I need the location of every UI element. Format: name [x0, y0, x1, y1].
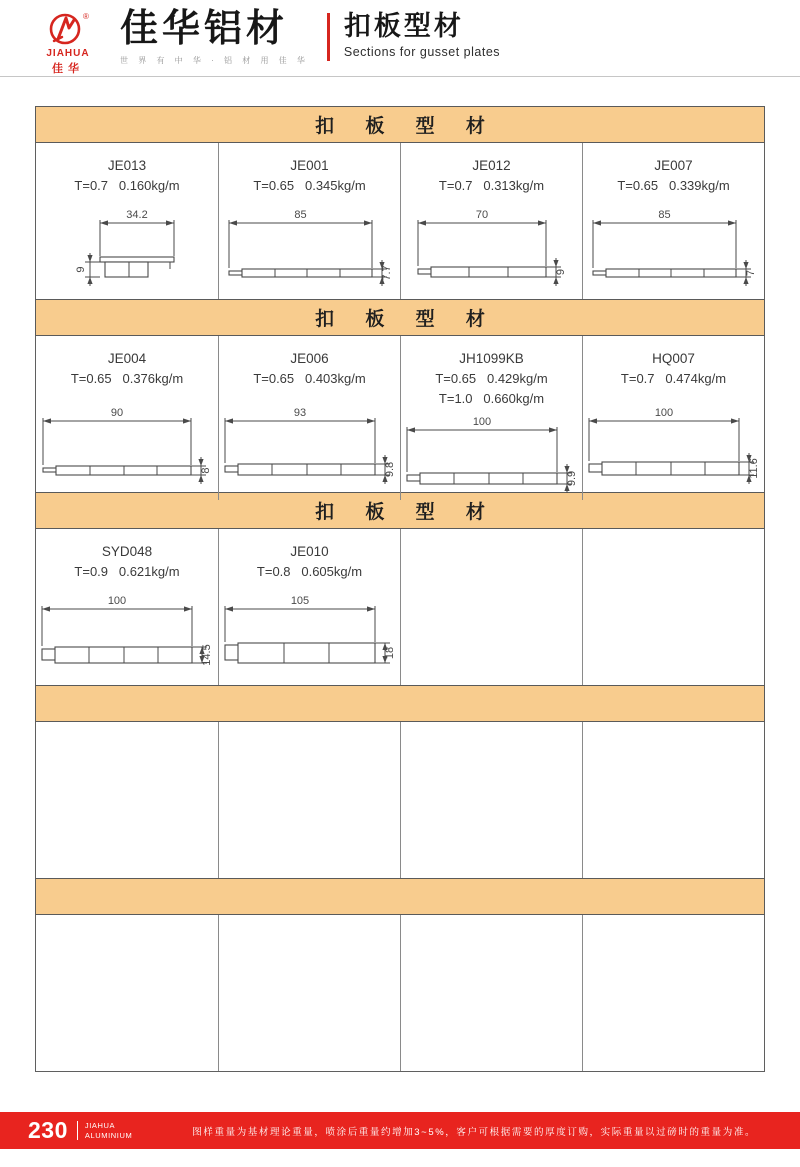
- svg-text:9: 9: [554, 269, 567, 276]
- empty-cell: [582, 529, 764, 685]
- svg-text:90: 90: [110, 406, 124, 419]
- svg-text:70: 70: [475, 209, 488, 222]
- registered-mark-icon: ®: [83, 12, 89, 21]
- section-header: [35, 685, 765, 722]
- table-section: [35, 878, 765, 1071]
- profile-drawing: [219, 196, 400, 299]
- profile-drawing: [219, 582, 400, 685]
- section-row: [35, 336, 765, 492]
- profile-spec: T=0.65 0.345kg/m: [253, 178, 366, 194]
- page-footer: [0, 1112, 800, 1149]
- profile-spec: T=0.65 0.429kg/m: [435, 371, 548, 387]
- svg-text:18: 18: [383, 647, 396, 660]
- profile-spec: T=0.65 0.403kg/m: [253, 371, 366, 387]
- profile-spec: T=1.0 0.660kg/m: [438, 390, 545, 406]
- empty-cell: [582, 722, 764, 878]
- section-row: [35, 529, 765, 685]
- svg-text:100: 100: [107, 595, 127, 608]
- page-title-block: [344, 10, 500, 59]
- profile-model: HQ007: [652, 351, 695, 366]
- svg-text:9: 9: [75, 266, 87, 273]
- section-row: [35, 915, 765, 1071]
- profile-drawing: [36, 196, 218, 299]
- svg-text:105: 105: [290, 595, 309, 608]
- profile-cell: [36, 529, 218, 685]
- header-rule: [0, 76, 800, 77]
- svg-text:9.9: 9.9: [565, 471, 578, 487]
- svg-text:8: 8: [200, 466, 212, 474]
- profile-cell: [36, 336, 218, 500]
- empty-cell: [36, 722, 218, 878]
- profile-drawing: [583, 196, 764, 299]
- header-red-divider: [327, 13, 330, 61]
- profile-cell: [400, 143, 582, 299]
- profile-drawing: [401, 196, 582, 299]
- jiahua-logo: [26, 10, 110, 76]
- svg-text:100: 100: [472, 416, 491, 429]
- page-number: 230: [28, 1117, 68, 1143]
- page-subtitle: Sections for gusset plates: [343, 44, 501, 59]
- profile-model: JE013: [107, 158, 147, 173]
- logo-text-en: JIAHUA: [46, 48, 90, 59]
- profile-model: JE007: [654, 158, 693, 173]
- profile-spec: T=0.7 0.160kg/m: [74, 178, 180, 194]
- section-header: 扣 板 型 材: [35, 492, 765, 529]
- footer-brand-line1: JIAHUA: [84, 1121, 116, 1131]
- table-section: [35, 299, 765, 492]
- svg-text:34.2: 34.2: [126, 209, 148, 222]
- empty-cell: [400, 722, 582, 878]
- profile-cell: [218, 336, 400, 500]
- section-row: [35, 722, 765, 878]
- brand-block: [120, 10, 309, 66]
- page-title: 扣板型材: [343, 11, 464, 41]
- empty-cell: [218, 915, 400, 1071]
- footer-note: 图样重量为基材理论重量，喷涂后重量约增加3~5%，客户可根据需要的厚度订购，实际重量以过磅时的重量为准。: [192, 1126, 757, 1138]
- profile-model: JH1099KB: [459, 351, 524, 366]
- company-name: 佳华铝材: [120, 8, 289, 50]
- empty-cell: [36, 915, 218, 1071]
- profile-drawing: [36, 389, 218, 501]
- empty-cell: [400, 529, 582, 685]
- table-section: [35, 492, 765, 685]
- svg-text:85: 85: [657, 209, 671, 222]
- svg-text:7: 7: [744, 270, 757, 277]
- section-header: 扣 板 型 材: [35, 299, 765, 336]
- svg-text:14.5: 14.5: [201, 644, 213, 667]
- profile-model: JE006: [290, 351, 329, 366]
- profile-drawing: [401, 408, 582, 500]
- section-header: [35, 878, 765, 915]
- table-section: [35, 685, 765, 878]
- empty-cell: [582, 915, 764, 1071]
- profile-spec: T=0.65 0.376kg/m: [70, 371, 184, 387]
- footer-brand: [77, 1121, 133, 1140]
- profile-model: SYD048: [101, 544, 153, 559]
- svg-text:7.7: 7.7: [380, 265, 393, 282]
- svg-text:93: 93: [293, 406, 306, 419]
- profile-cell: [218, 529, 400, 685]
- profile-cell: [582, 143, 764, 299]
- logo-text-cn: 佳华: [52, 63, 84, 75]
- profile-spec: T=0.7 0.474kg/m: [620, 371, 727, 387]
- profile-drawing: [36, 582, 218, 685]
- profile-spec: T=0.7 0.313kg/m: [438, 178, 545, 194]
- section-row: [35, 143, 765, 299]
- jiahua-logo-icon: [26, 10, 110, 50]
- footer-brand-line2: ALUMINIUM: [84, 1130, 133, 1140]
- profile-spec: T=0.65 0.339kg/m: [617, 178, 730, 194]
- profile-cell: [36, 143, 218, 299]
- company-tagline: 世 界 有 中 华 · 铝 材 用 佳 华: [120, 55, 309, 65]
- profile-model: JE001: [290, 158, 329, 173]
- svg-text:100: 100: [654, 406, 673, 419]
- svg-text:9.8: 9.8: [383, 461, 396, 477]
- profile-table: [35, 106, 765, 1072]
- profile-cell: [400, 336, 582, 500]
- empty-cell: [218, 722, 400, 878]
- table-section: [35, 106, 765, 299]
- profile-drawing: [219, 389, 400, 501]
- profile-model: JE004: [107, 351, 147, 366]
- svg-text:85: 85: [293, 209, 307, 222]
- section-header: 扣 板 型 材: [35, 106, 765, 143]
- profile-spec: T=0.9 0.621kg/m: [74, 564, 180, 580]
- profile-cell: [218, 143, 400, 299]
- profile-spec: T=0.8 0.605kg/m: [256, 564, 363, 580]
- profile-drawing: [583, 389, 764, 501]
- page-header: [0, 0, 800, 76]
- svg-text:11.6: 11.6: [747, 457, 760, 479]
- empty-cell: [400, 915, 582, 1071]
- profile-model: JE010: [290, 544, 329, 559]
- profile-cell: [582, 336, 764, 500]
- profile-model: JE012: [472, 158, 511, 173]
